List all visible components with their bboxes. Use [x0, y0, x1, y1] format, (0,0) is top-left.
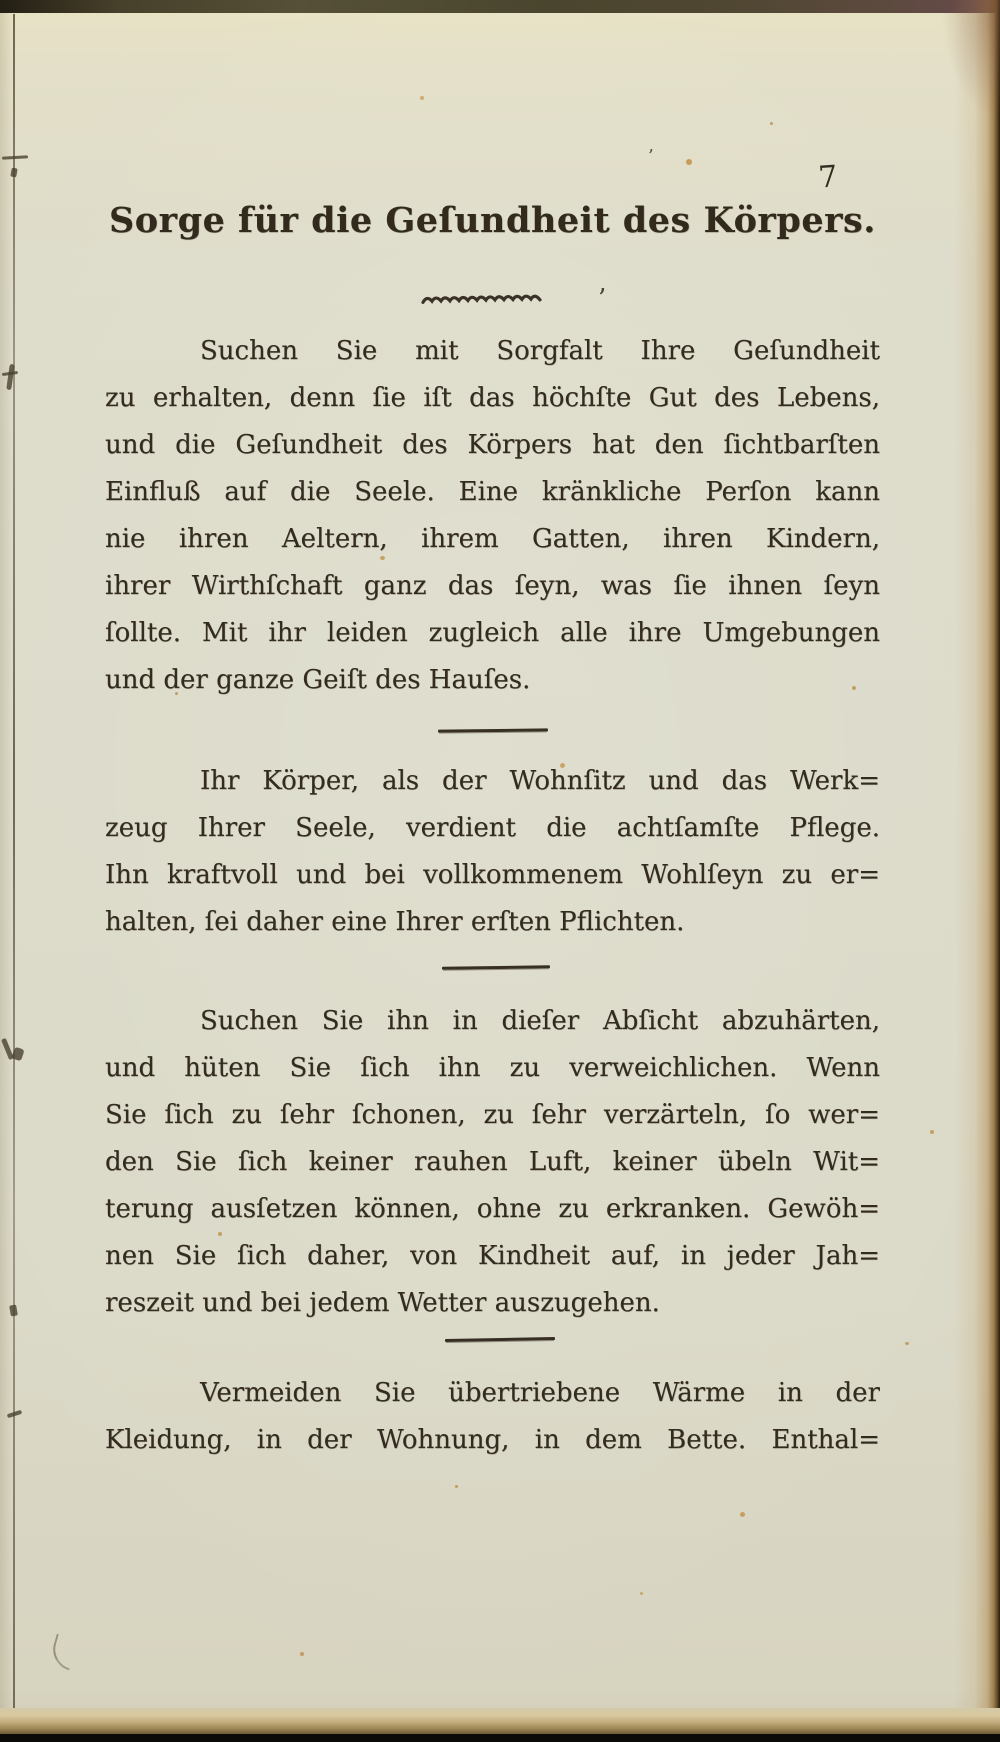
text-line: den Sie ſich keiner rauhen Luft, keiner übeln Wit=	[105, 1147, 880, 1177]
text-line: terung ausſetzen können, ohne zu erkranken. Gewöh=	[105, 1194, 880, 1224]
gutter-fold-line	[13, 14, 15, 1714]
paragraph	[105, 758, 880, 946]
text-line: zu erhalten, denn ſie iſt das höchſte Gut des Lebens,	[105, 383, 880, 413]
paragraph	[105, 328, 880, 704]
margin-mark	[48, 1634, 78, 1671]
text-line: Ihr Körper, als der Wohnſitz und das Werk=	[200, 766, 880, 796]
text-line: nen Sie ſich daher, von Kindheit auf, in jeder Jah=	[105, 1241, 880, 1271]
text-line: ſollte. Mit ihr leiden zugleich alle ihre Umgebungen	[105, 618, 880, 648]
page-corner-shadow	[940, 0, 1000, 120]
page-title: Sorge für die Geſundheit des Körpers.	[109, 200, 876, 241]
paragraph	[105, 1370, 880, 1464]
text-line: und die Geſundheit des Körpers hat den ſichtbarſten	[105, 430, 880, 460]
margin-mark	[10, 168, 17, 178]
margin-mark	[11, 1047, 24, 1062]
text-line: Suchen Sie ihn in dieſer Abſicht abzuhärten,	[200, 1006, 880, 1036]
text-line: reszeit und bei jedem Wetter auszugehen.	[105, 1288, 660, 1318]
text-line: Vermeiden Sie übertriebene Wärme in der	[200, 1378, 880, 1408]
ink-speck: ’	[648, 146, 654, 167]
scan-bottom-edge	[0, 1734, 1000, 1742]
text-line: nie ihren Aeltern, ihrem Gatten, ihren Kindern,	[105, 524, 880, 554]
text-line: und hüten Sie ſich ihn zu verweichlichen. Wenn	[105, 1053, 880, 1083]
gutter-shadow	[0, 13, 13, 1734]
text-line: Ihn kraftvoll und bei vollkommenem Wohlſeyn zu er=	[105, 860, 880, 890]
ink-speck: ’	[598, 284, 607, 314]
foxing-speck	[930, 1130, 934, 1134]
page-number: 7	[817, 159, 839, 196]
margin-mark	[2, 155, 28, 159]
text-line: und der ganze Geiſt des Hauſes.	[105, 665, 531, 695]
foxing-speck	[905, 1342, 909, 1345]
text-line: Kleidung, in der Wohnung, in dem Bette. Enthal=	[105, 1425, 880, 1455]
text-line: halten, ſei daher eine Ihrer erſten Pflichten.	[105, 907, 685, 937]
page-aged-right-edge	[954, 0, 1000, 1742]
text-line: ihrer Wirthſchaft ganz das ſeyn, was ſie ihnen ſeyn	[105, 571, 880, 601]
margin-mark	[9, 1304, 18, 1316]
text-line: Suchen Sie mit Sorgfalt Ihre Geſundheit	[200, 336, 880, 366]
text-line: zeug Ihrer Seele, verdient die achtſamſte Pflege.	[105, 813, 880, 843]
text-line: Einfluß auf die Seele. Eine kränkliche Perſon kann	[105, 477, 880, 507]
text-line: Sie ſich zu ſehr ſchonen, zu ſehr verzärteln, ſo wer=	[105, 1100, 880, 1130]
text-block	[105, 0, 880, 1742]
paragraph	[105, 998, 880, 1327]
page-edges-bottom	[0, 1708, 1000, 1734]
